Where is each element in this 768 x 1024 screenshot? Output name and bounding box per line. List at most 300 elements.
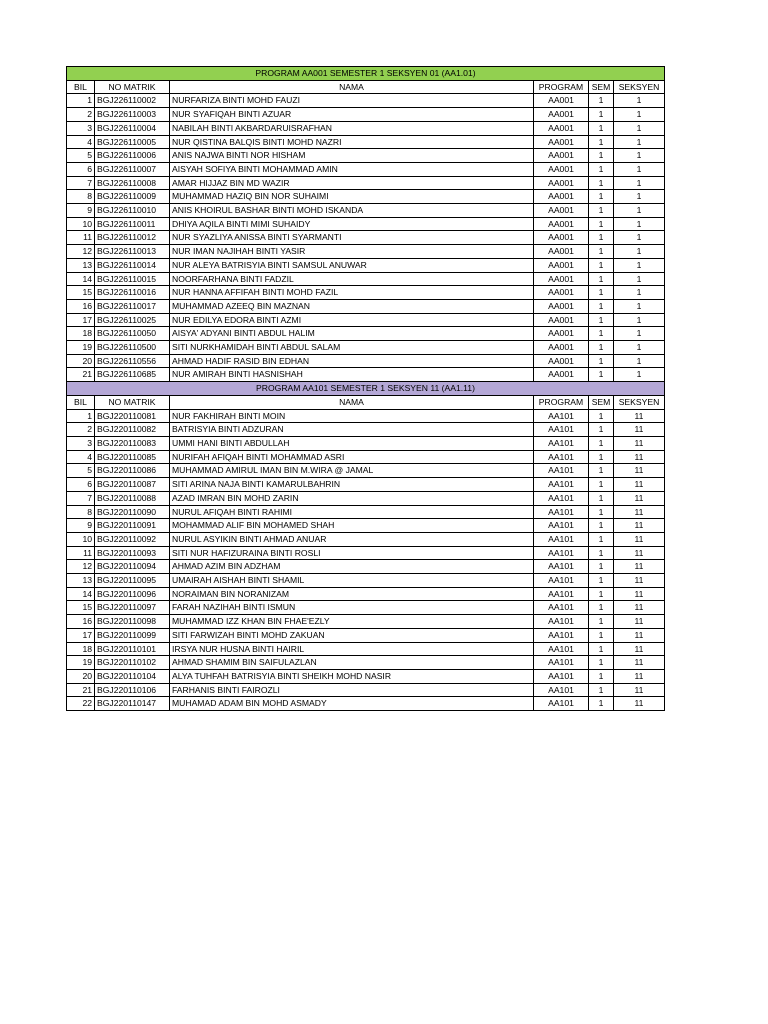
name-cell: NORAIMAN BIN NORANIZAM [170,587,534,601]
name-cell: NUR SYAZLIYA ANISSA BINTI SYARMANTI [170,231,534,245]
section-cell: 11 [614,450,665,464]
bil-cell: 9 [67,519,95,533]
semester-cell: 1 [589,121,614,135]
name-cell: NURIFAH AFIQAH BINTI MOHAMMAD ASRI [170,450,534,464]
section-cell: 11 [614,436,665,450]
table-row [67,423,665,437]
section-cell: 1 [614,286,665,300]
semester-cell: 1 [589,368,614,382]
header-program: PROGRAM [534,80,589,94]
section-cell: 1 [614,354,665,368]
header-seksyen: SEKSYEN [614,395,665,409]
name-cell: MUHAMMAD IZZ KHAN BIN FHAE'EZLY [170,615,534,629]
matric-number-cell: BGJ226110014 [95,258,170,272]
section-cell: 11 [614,409,665,423]
table-row [67,313,665,327]
semester-cell: 1 [589,135,614,149]
semester-cell: 1 [589,478,614,492]
section-cell: 1 [614,313,665,327]
matric-number-cell: BGJ220110093 [95,546,170,560]
bil-cell: 12 [67,245,95,259]
section-cell: 11 [614,519,665,533]
program-cell: AA101 [534,615,589,629]
matric-number-cell: BGJ220110098 [95,615,170,629]
semester-cell: 1 [589,642,614,656]
bil-cell: 13 [67,574,95,588]
table-row [67,299,665,313]
bil-cell: 15 [67,601,95,615]
name-cell: SITI FARWIZAH BINTI MOHD ZAKUAN [170,628,534,642]
table-row [67,176,665,190]
section-cell: 1 [614,245,665,259]
table-row [67,574,665,588]
section-cell: 11 [614,546,665,560]
program-cell: AA001 [534,108,589,122]
table-row [67,286,665,300]
name-cell: SITI NURKHAMIDAH BINTI ABDUL SALAM [170,341,534,355]
semester-cell: 1 [589,190,614,204]
program-cell: AA001 [534,368,589,382]
section-cell: 11 [614,656,665,670]
matric-number-cell: BGJ226110015 [95,272,170,286]
semester-cell: 1 [589,354,614,368]
name-cell: FARAH NAZIHAH BINTI ISMUN [170,601,534,615]
section-banner-row [67,382,665,396]
program-cell: AA001 [534,121,589,135]
bil-cell: 22 [67,697,95,711]
program-cell: AA001 [534,341,589,355]
roster-body [67,67,665,711]
semester-cell: 1 [589,656,614,670]
bil-cell: 1 [67,409,95,423]
header-sem: SEM [589,395,614,409]
matric-number-cell: BGJ226110002 [95,94,170,108]
section-cell: 1 [614,231,665,245]
program-cell: AA101 [534,546,589,560]
semester-cell: 1 [589,327,614,341]
bil-cell: 7 [67,176,95,190]
program-cell: AA101 [534,436,589,450]
name-cell: DHIYA AQILA BINTI MIMI SUHAIDY [170,217,534,231]
bil-cell: 19 [67,341,95,355]
table-row [67,135,665,149]
semester-cell: 1 [589,272,614,286]
matric-number-cell: BGJ226110009 [95,190,170,204]
section-cell: 1 [614,149,665,163]
table-row [67,628,665,642]
matric-number-cell: BGJ220110095 [95,574,170,588]
program-cell: AA101 [534,628,589,642]
table-row [67,108,665,122]
matric-number-cell: BGJ220110102 [95,656,170,670]
name-cell: NUR FAKHIRAH BINTI MOIN [170,409,534,423]
semester-cell: 1 [589,149,614,163]
name-cell: NUR ALEYA BATRISYIA BINTI SAMSUL ANUWAR [170,258,534,272]
table-row [67,615,665,629]
bil-cell: 4 [67,450,95,464]
section-cell: 1 [614,135,665,149]
name-cell: NUR SYAFIQAH BINTI AZUAR [170,108,534,122]
matric-number-cell: BGJ220110147 [95,697,170,711]
table-row [67,436,665,450]
section-cell: 1 [614,204,665,218]
matric-number-cell: BGJ226110050 [95,327,170,341]
table-row [67,532,665,546]
table-row [67,190,665,204]
bil-cell: 3 [67,121,95,135]
section-cell: 11 [614,491,665,505]
bil-cell: 11 [67,546,95,560]
name-cell: AMAR HIJJAZ BIN MD WAZIR [170,176,534,190]
section-cell: 11 [614,505,665,519]
section-cell: 11 [614,464,665,478]
name-cell: NUR AMIRAH BINTI HASNISHAH [170,368,534,382]
bil-cell: 8 [67,505,95,519]
bil-cell: 16 [67,615,95,629]
table-row [67,354,665,368]
matric-number-cell: BGJ226110556 [95,354,170,368]
matric-number-cell: BGJ226110007 [95,162,170,176]
matric-number-cell: BGJ220110083 [95,436,170,450]
bil-cell: 10 [67,532,95,546]
program-cell: AA101 [534,601,589,615]
program-cell: AA101 [534,519,589,533]
name-cell: MUHAMMAD AMIRUL IMAN BIN M.WIRA @ JAMAL [170,464,534,478]
matric-number-cell: BGJ226110003 [95,108,170,122]
column-header-row [67,395,665,409]
program-cell: AA001 [534,149,589,163]
matric-number-cell: BGJ220110106 [95,683,170,697]
semester-cell: 1 [589,299,614,313]
matric-number-cell: BGJ220110092 [95,532,170,546]
program-cell: AA101 [534,409,589,423]
header-bil: BIL [67,395,95,409]
matric-number-cell: BGJ220110097 [95,601,170,615]
matric-number-cell: BGJ226110025 [95,313,170,327]
program-cell: AA001 [534,272,589,286]
program-cell: AA101 [534,560,589,574]
bil-cell: 18 [67,642,95,656]
program-cell: AA001 [534,299,589,313]
name-cell: MOHAMMAD ALIF BIN MOHAMED SHAH [170,519,534,533]
program-cell: AA101 [534,669,589,683]
section-banner-row [67,67,665,81]
name-cell: MUHAMMAD AZEEQ BIN MAZNAN [170,299,534,313]
table-row [67,327,665,341]
program-cell: AA101 [534,532,589,546]
bil-cell: 20 [67,669,95,683]
table-row [67,656,665,670]
table-row [67,450,665,464]
matric-number-cell: BGJ220110087 [95,478,170,492]
table-row [67,231,665,245]
name-cell: AHMAD HADIF RASID BIN EDHAN [170,354,534,368]
table-row [67,546,665,560]
table-row [67,94,665,108]
table-row [67,272,665,286]
table-row [67,683,665,697]
bil-cell: 17 [67,313,95,327]
section-cell: 11 [614,683,665,697]
section-cell: 1 [614,327,665,341]
bil-cell: 6 [67,162,95,176]
semester-cell: 1 [589,601,614,615]
section-cell: 11 [614,628,665,642]
matric-number-cell: BGJ226110016 [95,286,170,300]
semester-cell: 1 [589,628,614,642]
semester-cell: 1 [589,258,614,272]
matric-number-cell: BGJ220110096 [95,587,170,601]
program-cell: AA001 [534,94,589,108]
semester-cell: 1 [589,615,614,629]
program-cell: AA001 [534,354,589,368]
header-nama: NAMA [170,80,534,94]
semester-cell: 1 [589,108,614,122]
matric-number-cell: BGJ220110094 [95,560,170,574]
name-cell: ALYA TUHFAH BATRISYIA BINTI SHEIKH MOHD NASIR [170,669,534,683]
section-cell: 1 [614,162,665,176]
name-cell: MUHAMAD ADAM BIN MOHD ASMADY [170,697,534,711]
semester-cell: 1 [589,217,614,231]
program-cell: AA101 [534,574,589,588]
bil-cell: 18 [67,327,95,341]
program-cell: AA001 [534,176,589,190]
table-row [67,341,665,355]
table-row [67,505,665,519]
matric-number-cell: BGJ220110081 [95,409,170,423]
section-cell: 1 [614,368,665,382]
name-cell: AZAD IMRAN BIN MOHD ZARIN [170,491,534,505]
bil-cell: 8 [67,190,95,204]
table-row [67,204,665,218]
table-row [67,478,665,492]
program-cell: AA101 [534,450,589,464]
section-title: PROGRAM AA101 SEMESTER 1 SEKSYEN 11 (AA1.11) [67,382,665,396]
table-row [67,464,665,478]
section-cell: 11 [614,642,665,656]
program-cell: AA001 [534,217,589,231]
table-row [67,149,665,163]
section-cell: 11 [614,615,665,629]
semester-cell: 1 [589,450,614,464]
table-row [67,491,665,505]
bil-cell: 14 [67,587,95,601]
column-header-row [67,80,665,94]
semester-cell: 1 [589,697,614,711]
section-title: PROGRAM AA001 SEMESTER 1 SEKSYEN 01 (AA1.01) [67,67,665,81]
section-cell: 11 [614,423,665,437]
matric-number-cell: BGJ226110008 [95,176,170,190]
section-cell: 11 [614,560,665,574]
bil-cell: 11 [67,231,95,245]
semester-cell: 1 [589,176,614,190]
matric-number-cell: BGJ226110013 [95,245,170,259]
name-cell: AHMAD AZIM BIN ADZHAM [170,560,534,574]
table-row [67,162,665,176]
bil-cell: 1 [67,94,95,108]
header-sem: SEM [589,80,614,94]
matric-number-cell: BGJ226110005 [95,135,170,149]
section-cell: 11 [614,669,665,683]
name-cell: NURFARIZA BINTI MOHD FAUZI [170,94,534,108]
student-roster-sheet [66,66,664,711]
matric-number-cell: BGJ220110091 [95,519,170,533]
table-row [67,258,665,272]
program-cell: AA101 [534,423,589,437]
program-cell: AA001 [534,135,589,149]
name-cell: ANIS NAJWA BINTI NOR HISHAM [170,149,534,163]
matric-number-cell: BGJ226110017 [95,299,170,313]
section-cell: 1 [614,217,665,231]
bil-cell: 4 [67,135,95,149]
name-cell: SITI ARINA NAJA BINTI KAMARULBAHRIN [170,478,534,492]
bil-cell: 2 [67,108,95,122]
matric-number-cell: BGJ226110011 [95,217,170,231]
program-cell: AA001 [534,286,589,300]
name-cell: AISYAH SOFIYA BINTI MOHAMMAD AMIN [170,162,534,176]
name-cell: NURUL ASYIKIN BINTI AHMAD ANUAR [170,532,534,546]
student-roster-table [66,66,665,711]
semester-cell: 1 [589,341,614,355]
header-bil: BIL [67,80,95,94]
program-cell: AA001 [534,190,589,204]
matric-number-cell: BGJ226110500 [95,341,170,355]
semester-cell: 1 [589,245,614,259]
semester-cell: 1 [589,491,614,505]
name-cell: UMAIRAH AISHAH BINTI SHAMIL [170,574,534,588]
name-cell: NABILAH BINTI AKBARDARUISRAFHAN [170,121,534,135]
program-cell: AA001 [534,258,589,272]
name-cell: NUR HANNA AFFIFAH BINTI MOHD FAZIL [170,286,534,300]
program-cell: AA101 [534,642,589,656]
name-cell: NURUL AFIQAH BINTI RAHIMI [170,505,534,519]
bil-cell: 19 [67,656,95,670]
program-cell: AA101 [534,478,589,492]
bil-cell: 5 [67,464,95,478]
semester-cell: 1 [589,313,614,327]
semester-cell: 1 [589,669,614,683]
name-cell: SITI NUR HAFIZURAINA BINTI ROSLI [170,546,534,560]
header-program: PROGRAM [534,395,589,409]
name-cell: NUR QISTINA BALQIS BINTI MOHD NAZRI [170,135,534,149]
bil-cell: 17 [67,628,95,642]
program-cell: AA101 [534,683,589,697]
bil-cell: 10 [67,217,95,231]
bil-cell: 15 [67,286,95,300]
matric-number-cell: BGJ226110012 [95,231,170,245]
program-cell: AA001 [534,204,589,218]
section-cell: 1 [614,341,665,355]
program-cell: AA101 [534,464,589,478]
bil-cell: 9 [67,204,95,218]
name-cell: FARHANIS BINTI FAIROZLI [170,683,534,697]
matric-number-cell: BGJ220110086 [95,464,170,478]
matric-number-cell: BGJ226110685 [95,368,170,382]
program-cell: AA001 [534,313,589,327]
program-cell: AA001 [534,327,589,341]
header-no-matrik: NO MATRIK [95,395,170,409]
table-row [67,368,665,382]
bil-cell: 12 [67,560,95,574]
table-row [67,601,665,615]
section-cell: 1 [614,272,665,286]
table-row [67,245,665,259]
bil-cell: 6 [67,478,95,492]
section-cell: 11 [614,478,665,492]
semester-cell: 1 [589,204,614,218]
section-cell: 11 [614,587,665,601]
section-cell: 1 [614,94,665,108]
table-row [67,519,665,533]
bil-cell: 3 [67,436,95,450]
name-cell: NUR IMAN NAJIHAH BINTI YASIR [170,245,534,259]
semester-cell: 1 [589,505,614,519]
name-cell: IRSYA NUR HUSNA BINTI HAIRIL [170,642,534,656]
program-cell: AA101 [534,697,589,711]
section-cell: 1 [614,108,665,122]
section-cell: 1 [614,121,665,135]
bil-cell: 16 [67,299,95,313]
table-row [67,217,665,231]
program-cell: AA001 [534,231,589,245]
name-cell: NOORFARHANA BINTI FADZIL [170,272,534,286]
header-nama: NAMA [170,395,534,409]
semester-cell: 1 [589,409,614,423]
section-cell: 1 [614,258,665,272]
table-row [67,642,665,656]
table-row [67,587,665,601]
section-cell: 1 [614,190,665,204]
semester-cell: 1 [589,286,614,300]
bil-cell: 21 [67,683,95,697]
matric-number-cell: BGJ220110085 [95,450,170,464]
semester-cell: 1 [589,532,614,546]
bil-cell: 14 [67,272,95,286]
section-cell: 11 [614,574,665,588]
semester-cell: 1 [589,464,614,478]
header-seksyen: SEKSYEN [614,80,665,94]
matric-number-cell: BGJ220110104 [95,669,170,683]
name-cell: AHMAD SHAMIM BIN SAIFULAZLAN [170,656,534,670]
name-cell: BATRISYIA BINTI ADZURAN [170,423,534,437]
matric-number-cell: BGJ220110099 [95,628,170,642]
semester-cell: 1 [589,519,614,533]
matric-number-cell: BGJ226110004 [95,121,170,135]
semester-cell: 1 [589,436,614,450]
program-cell: AA001 [534,162,589,176]
semester-cell: 1 [589,560,614,574]
matric-number-cell: BGJ220110088 [95,491,170,505]
bil-cell: 5 [67,149,95,163]
bil-cell: 20 [67,354,95,368]
semester-cell: 1 [589,162,614,176]
name-cell: NUR EDILYA EDORA BINTI AZMI [170,313,534,327]
section-cell: 11 [614,601,665,615]
section-cell: 1 [614,176,665,190]
program-cell: AA101 [534,505,589,519]
program-cell: AA101 [534,587,589,601]
program-cell: AA101 [534,656,589,670]
bil-cell: 2 [67,423,95,437]
semester-cell: 1 [589,587,614,601]
semester-cell: 1 [589,574,614,588]
table-row [67,669,665,683]
semester-cell: 1 [589,546,614,560]
matric-number-cell: BGJ220110090 [95,505,170,519]
bil-cell: 7 [67,491,95,505]
name-cell: MUHAMMAD HAZIQ BIN NOR SUHAIMI [170,190,534,204]
header-no-matrik: NO MATRIK [95,80,170,94]
